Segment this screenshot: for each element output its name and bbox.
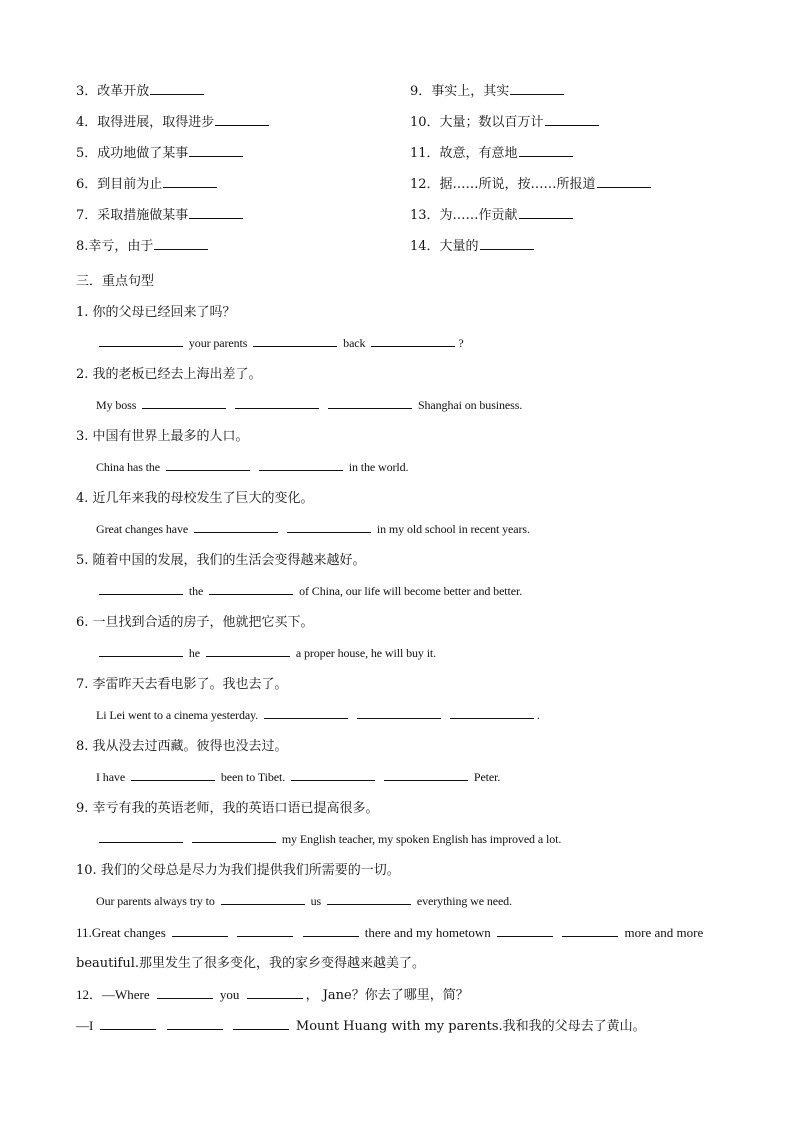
key-sentences-section (76, 266, 736, 1041)
vocab-label: 7．采取措施做某事 (76, 208, 189, 223)
sentence-text: 11.Great changes (76, 925, 166, 940)
vocab-item (410, 142, 576, 161)
answer-blank[interactable] (519, 204, 573, 219)
sentence-text: back (343, 336, 366, 350)
answer-blank[interactable] (99, 580, 183, 595)
sentence-text: Great changes have (96, 522, 189, 536)
vocab-row (76, 173, 716, 204)
question-prompt: 6. 一旦找到合适的房子，他就把它买下。 (76, 615, 314, 630)
answer-blank[interactable] (357, 704, 441, 719)
vocab-item (76, 204, 246, 223)
answer-blank[interactable] (519, 142, 573, 157)
sentence-text: in my old school in recent years. (376, 522, 530, 536)
vocab-label: 12．据……所说，按……所报道 (410, 177, 596, 192)
answer-blank[interactable] (154, 235, 208, 250)
answer-blank[interactable] (209, 580, 293, 595)
answer-blank[interactable] (384, 766, 468, 781)
vocab-label: 13．为……作贡献 (410, 208, 518, 223)
question-answer-line (76, 638, 736, 669)
answer-blank[interactable] (99, 332, 183, 347)
vocab-row (76, 235, 716, 266)
vocab-item (410, 111, 602, 130)
answer-blank[interactable] (259, 456, 343, 471)
sentence-text: Jane？你去了哪里，简？ (322, 988, 469, 1003)
sentence-text: My boss (96, 398, 137, 412)
answer-blank[interactable] (235, 394, 319, 409)
question-answer-line (76, 452, 736, 483)
answer-blank[interactable] (328, 394, 412, 409)
answer-blank[interactable] (150, 80, 204, 95)
sentence-text: Li Lei went to a cinema yesterday. (96, 708, 259, 722)
answer-blank[interactable] (99, 828, 183, 843)
sentence-text: 12．—Where (76, 987, 150, 1002)
answer-blank[interactable] (287, 518, 371, 533)
question-prompt: 8. 我从没去过西藏。彼得也没去过。 (76, 739, 288, 754)
vocab-item (410, 204, 576, 223)
vocab-row (76, 142, 716, 173)
answer-blank[interactable] (371, 332, 455, 347)
answer-blank[interactable] (157, 984, 213, 999)
question-line (76, 917, 736, 948)
vocab-item (410, 235, 537, 254)
question-prompt: 7. 李雷昨天去看电影了。我也去了。 (76, 677, 288, 692)
sentence-text: a proper house, he will buy it. (295, 646, 437, 660)
vocab-label: 9．事实上，其实 (410, 84, 510, 99)
sentence-text: us (310, 894, 322, 908)
question-answer-line (76, 762, 736, 793)
answer-blank[interactable] (562, 922, 618, 937)
question-answer-line (76, 886, 736, 917)
question-prompt: 9. 幸亏有我的英语老师，我的英语口语已提高很多。 (76, 801, 379, 816)
sentence-text: ? (458, 336, 464, 350)
question-answer-line (76, 328, 736, 359)
sentence-text: you (219, 987, 240, 1002)
vocab-item (76, 80, 207, 99)
answer-blank[interactable] (291, 766, 375, 781)
sentence-text: in the world. (348, 460, 409, 474)
question-prompt: 5. 随着中国的发展，我们的生活会变得越来越好。 (76, 553, 366, 568)
answer-blank[interactable] (253, 332, 337, 347)
answer-blank[interactable] (247, 984, 303, 999)
answer-blank[interactable] (194, 518, 278, 533)
answer-blank[interactable] (327, 890, 411, 905)
answer-blank[interactable] (167, 1015, 223, 1030)
vocab-label: 10．大量；数以百万计 (410, 115, 544, 130)
answer-blank[interactable] (189, 142, 243, 157)
sentence-text: more and more (624, 925, 704, 940)
question-prompt: 10. 我们的父母总是尽力为我们提供我们所需要的一切。 (76, 863, 400, 878)
answer-blank[interactable] (221, 890, 305, 905)
vocab-label: 6．到目前为止 (76, 177, 163, 192)
answer-blank[interactable] (264, 704, 348, 719)
vocab-row (76, 111, 716, 142)
answer-blank[interactable] (303, 922, 359, 937)
sentence-text: ， (305, 988, 319, 1003)
question-prompt: 3. 中国有世界上最多的人口。 (76, 429, 249, 444)
answer-blank[interactable] (206, 642, 290, 657)
vocab-label: 11．故意，有意地 (410, 146, 518, 161)
sentence-text: my English teacher, my spoken English has improved a lot. (281, 832, 562, 846)
section-heading: 三．重点句型 (76, 274, 155, 289)
answer-blank[interactable] (172, 922, 228, 937)
sentence-text: of China, our life will become better and better. (299, 584, 523, 598)
question-prompt: 1. 你的父母已经回来了吗？ (76, 305, 236, 320)
sentence-text: everything we need. (416, 894, 512, 908)
sentence-text: China has the (96, 460, 161, 474)
answer-blank[interactable] (545, 111, 599, 126)
answer-blank[interactable] (131, 766, 215, 781)
sentence-text: there and my hometown (364, 925, 491, 940)
sentence-text: the (188, 584, 204, 598)
question-prompt: 4. 近几年来我的母校发生了巨大的变化。 (76, 491, 314, 506)
vocab-item (410, 173, 654, 192)
vocab-item (76, 142, 246, 161)
sentence-text: . (536, 708, 540, 722)
answer-blank[interactable] (100, 1015, 156, 1030)
question-prompt: 2. 我的老板已经去上海出差了。 (76, 367, 262, 382)
answer-blank[interactable] (189, 204, 243, 219)
question-line (76, 979, 736, 1010)
answer-blank[interactable] (480, 235, 534, 250)
answer-blank[interactable] (233, 1015, 289, 1030)
answer-blank[interactable] (99, 642, 183, 657)
vocab-item (410, 80, 567, 99)
vocab-label: 5．成功地做了某事 (76, 146, 189, 161)
sentence-text: I have (96, 770, 126, 784)
question-answer-line (76, 514, 736, 545)
vocab-label: 14．大量的 (410, 239, 479, 254)
question-answer-line (76, 576, 736, 607)
question-line (76, 1010, 736, 1041)
vocab-label: 3．改革开放 (76, 84, 150, 99)
vocab-label: 8.幸亏，由于 (76, 239, 154, 254)
vocab-item (76, 173, 220, 192)
vocab-label: 4．取得进展，取得进步 (76, 115, 215, 130)
answer-blank[interactable] (166, 456, 250, 471)
answer-blank[interactable] (450, 704, 534, 719)
question-answer-line (76, 390, 736, 421)
answer-blank[interactable] (597, 173, 651, 188)
answer-blank[interactable] (215, 111, 269, 126)
sentence-text: Our parents always try to (96, 894, 215, 908)
answer-blank[interactable] (237, 922, 293, 937)
answer-blank[interactable] (142, 394, 226, 409)
vocab-row (76, 204, 716, 235)
sentence-text: —I (76, 1018, 94, 1033)
answer-blank[interactable] (163, 173, 217, 188)
vocab-list (76, 80, 716, 266)
vocab-item (76, 111, 272, 130)
sentence-text: Shanghai on business. (417, 398, 523, 412)
sentence-text: Peter. (473, 770, 501, 784)
answer-blank[interactable] (510, 80, 564, 95)
answer-blank[interactable] (497, 922, 553, 937)
question-answer-line (76, 700, 736, 731)
sentence-text: he (188, 646, 201, 660)
sentence-text: Mount Huang with my parents.我和我的父母去了黄山。 (295, 1019, 646, 1034)
vocab-item (76, 235, 211, 254)
question-line: beautiful.那里发生了很多变化，我的家乡变得越来越美了。 (76, 956, 425, 971)
sentence-text: your parents (188, 336, 248, 350)
vocab-row (76, 80, 716, 111)
answer-blank[interactable] (192, 828, 276, 843)
sentence-text: been to Tibet. (220, 770, 286, 784)
question-answer-line (76, 824, 736, 855)
